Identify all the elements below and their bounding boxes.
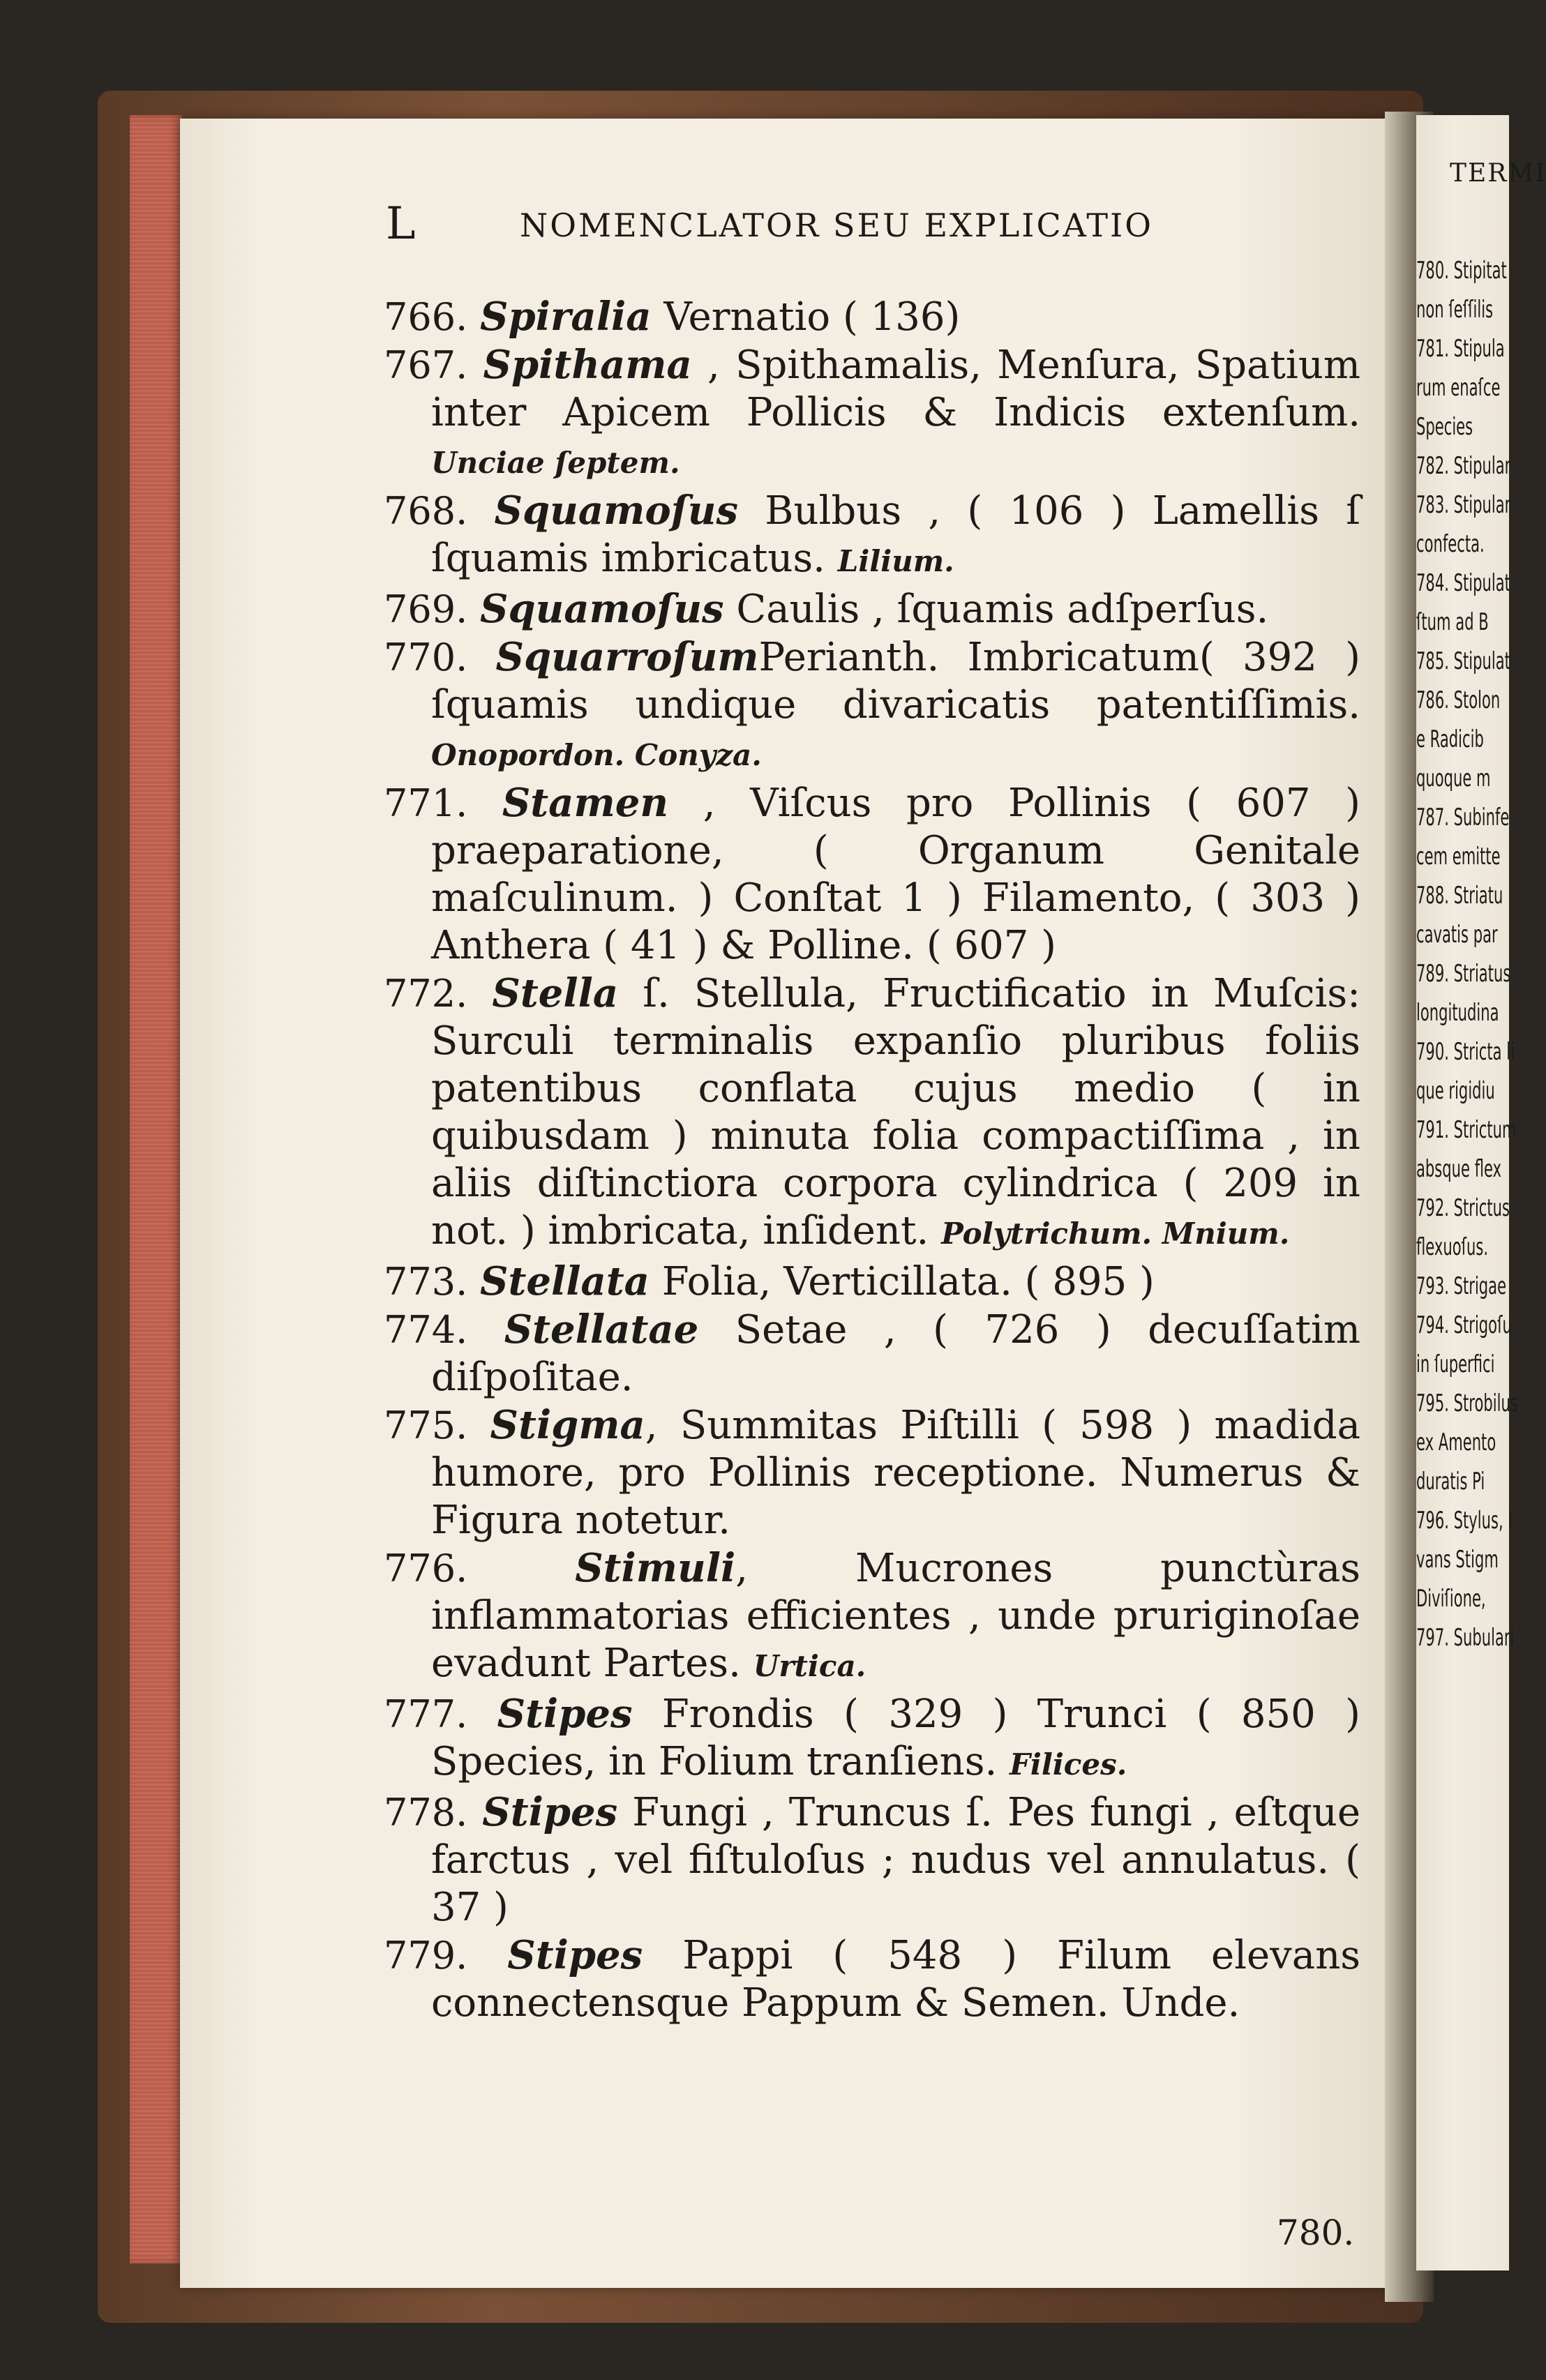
- entry-headword: Squamoſus: [494, 488, 739, 534]
- entry-definition: Perianth. Imbricatum( 392 ) ſquamis undique divaricatis patentiſſimis.: [431, 635, 1360, 728]
- entry-number: 775.: [384, 1403, 468, 1447]
- right-page-line: 797. Subulari: [1416, 1624, 1515, 1652]
- right-page-line: 781. Stipula: [1416, 335, 1505, 363]
- entry-definition: ſ. Stellula, Fructificatio in Muſcis: Surculi terminalis expanſio pluribus foliis patentibus conflata cujus medio ( in quibusdam ) minuta folia compactiſſima , in aliis diſtinctiora corpora cylindrica ( 209 in not. ) imbricata, inſident.: [431, 971, 1360, 1253]
- right-page-line: ex Amento: [1416, 1429, 1496, 1456]
- entry-number: 777.: [384, 1692, 468, 1736]
- running-header: [384, 206, 1360, 244]
- entry-number: 773.: [384, 1260, 468, 1304]
- entry-example: Polytrichum. Mnium.: [941, 1217, 1290, 1251]
- glossary-entry: [384, 1401, 1360, 1544]
- glossary-entries: [384, 293, 1360, 2027]
- entry-example: Lilium.: [837, 544, 954, 578]
- entry-number: 776.: [384, 1546, 468, 1590]
- right-page-line: cavatis par: [1416, 921, 1498, 949]
- glossary-entry: [384, 1544, 1360, 1690]
- glossary-entry: [384, 633, 1360, 779]
- right-page-line: Species: [1416, 413, 1473, 441]
- entry-number: 774.: [384, 1308, 468, 1352]
- right-page-line: 793. Strigae: [1416, 1272, 1507, 1300]
- glossary-entry: [384, 487, 1360, 585]
- entry-headword: Stamen: [502, 780, 669, 826]
- right-page-line: vans Stigm: [1416, 1546, 1499, 1574]
- entry-definition: Bulbus , ( 106 ) Lamellis ſ ſquamis imbricatus.: [431, 488, 1360, 581]
- entry-number: 769.: [384, 587, 468, 631]
- entry-definition: Fungi , Truncus ſ. Pes fungi , eſtque farctus , vel fiſtuloſus ; nudus vel annulatus. ( 37 ): [431, 1790, 1360, 1930]
- right-page-line: 780. Stipitat: [1416, 257, 1507, 285]
- entry-definition: Frondis ( 329 ) Trunci ( 850 ) Species, in Folium tranſiens.: [431, 1692, 1361, 1784]
- entry-definition: , Viſcus pro Pollinis ( 607 ) praeparatione, ( Organum Genitale maſculinum. ) Conſtat 1 ) Filamento, ( 303 ) Anthera ( 41 ) & Polline. ( 607 ): [431, 781, 1360, 968]
- entry-definition: , Mucrones punctùras inflammatorias efficientes , unde pruriginoſae evadunt Partes.: [431, 1546, 1360, 1686]
- entry-number: 772.: [384, 972, 468, 1016]
- entry-headword: Stella: [492, 970, 619, 1016]
- entry-headword: Stipes: [507, 1932, 643, 1978]
- right-page-line: e Radicib: [1416, 725, 1484, 753]
- right-page-line: 789. Striatus: [1416, 960, 1511, 988]
- entry-headword: Spiralia: [480, 294, 652, 340]
- right-page-line: ſtum ad B: [1416, 608, 1489, 636]
- right-page-line: 787. Subinfe: [1416, 804, 1510, 831]
- right-page-line: cem emitte: [1416, 843, 1501, 871]
- right-page-header: TERMI: [1450, 159, 1546, 188]
- entry-headword: Stigma: [490, 1402, 645, 1448]
- right-page-line: 791. Strictum: [1416, 1116, 1517, 1144]
- entry-example: Filices.: [1010, 1747, 1127, 1782]
- right-page-line: 785. Stipulat: [1416, 647, 1510, 675]
- right-page-line: 790. Stricta li: [1416, 1038, 1515, 1066]
- entry-definition: Pappi ( 548 ) Filum elevans connectensque Pappum & Semen. Unde.: [431, 1933, 1360, 2026]
- entry-definition: Vernatio ( 136): [651, 294, 961, 340]
- glossary-entry: [384, 1931, 1360, 2027]
- right-page-line: non ſeſſilis: [1416, 296, 1494, 324]
- right-page-line: 792. Strictus: [1416, 1194, 1510, 1222]
- entry-definition: , Summitas Piſtilli ( 598 ) madida humore, pro Pollinis receptione. Numerus & Figura notetur.: [431, 1403, 1360, 1543]
- right-page-line: quoque m: [1416, 765, 1491, 792]
- glossary-entry: [384, 341, 1360, 487]
- entry-example: Onopordon. Conyza.: [431, 738, 762, 772]
- right-page-line: flexuoſus.: [1416, 1233, 1489, 1261]
- entry-headword: Squarroſum: [495, 634, 759, 680]
- glossary-entry: [384, 779, 1360, 970]
- entry-number: 779.: [384, 1934, 468, 1978]
- right-page-line: 796. Stylus, I: [1416, 1507, 1513, 1535]
- right-page-line: duratis Pi: [1416, 1468, 1485, 1496]
- right-page-line: confecta.: [1416, 530, 1485, 558]
- entry-number: 771.: [384, 781, 468, 825]
- entry-headword: Spithama: [483, 342, 692, 388]
- glossary-entry: [384, 1788, 1360, 1931]
- right-page-line: absque flex: [1416, 1155, 1502, 1183]
- glossary-entry: [384, 1690, 1360, 1788]
- entry-headword: Squamoſus: [480, 586, 724, 632]
- glossary-entry: [384, 585, 1360, 633]
- entry-number: 766.: [384, 295, 468, 339]
- entry-headword: Stimuli: [575, 1545, 736, 1591]
- catchword: 780.: [1277, 2213, 1355, 2253]
- entry-number: 770.: [384, 635, 468, 679]
- header-title: NOMENCLATOR SEU EXPLICATIO: [520, 206, 1153, 244]
- right-page-line: 784. Stipulat: [1416, 569, 1510, 597]
- red-page-edges: [130, 115, 182, 2264]
- entry-definition: Setae , ( 726 ) decuſſatim diſpoſitae.: [431, 1307, 1360, 1400]
- right-page-line: 788. Striatu: [1416, 882, 1503, 910]
- entry-number: 767.: [384, 343, 468, 387]
- entry-headword: Stipes: [497, 1691, 633, 1737]
- entry-definition: Folia, Verticillata. ( 895 ): [649, 1259, 1155, 1304]
- entry-headword: Stipes: [482, 1789, 618, 1835]
- entry-example: Urtica.: [753, 1649, 866, 1683]
- entry-definition: Caulis , ſquamis adſperſus.: [723, 587, 1269, 632]
- header-letter: L: [386, 198, 416, 250]
- right-page-line: Diviſione,: [1416, 1585, 1486, 1613]
- right-page-line: 783. Stipular: [1416, 491, 1511, 519]
- right-page-lines: [1416, 251, 1518, 1657]
- entry-number: 768.: [384, 489, 468, 533]
- right-page-line: longitudina: [1416, 999, 1499, 1027]
- glossary-entry: [384, 293, 1360, 341]
- entry-headword: Stellatae: [504, 1306, 699, 1353]
- right-page-line: in ſuperfici: [1416, 1350, 1495, 1378]
- right-page-line: 782. Stipular: [1416, 452, 1511, 480]
- right-page-line: que rigidiu: [1416, 1077, 1495, 1105]
- right-page-line: 794. Strigoſu: [1416, 1311, 1512, 1339]
- glossary-entry: [384, 1306, 1360, 1401]
- entry-definition: , Spithamalis, Menſura, Spatium inter Apicem Pollicis & Indicis extenſum.: [431, 342, 1360, 435]
- glossary-entry: [384, 1258, 1360, 1306]
- right-page-line: 795. Strobilus: [1416, 1389, 1518, 1417]
- right-page-line: rum enaſce: [1416, 374, 1501, 402]
- entry-headword: Stellata: [480, 1258, 650, 1304]
- glossary-entry: [384, 970, 1360, 1258]
- entry-number: 778.: [384, 1791, 468, 1835]
- right-page-line: 786. Stolon: [1416, 686, 1501, 714]
- entry-example: Unciae ſeptem.: [431, 446, 680, 480]
